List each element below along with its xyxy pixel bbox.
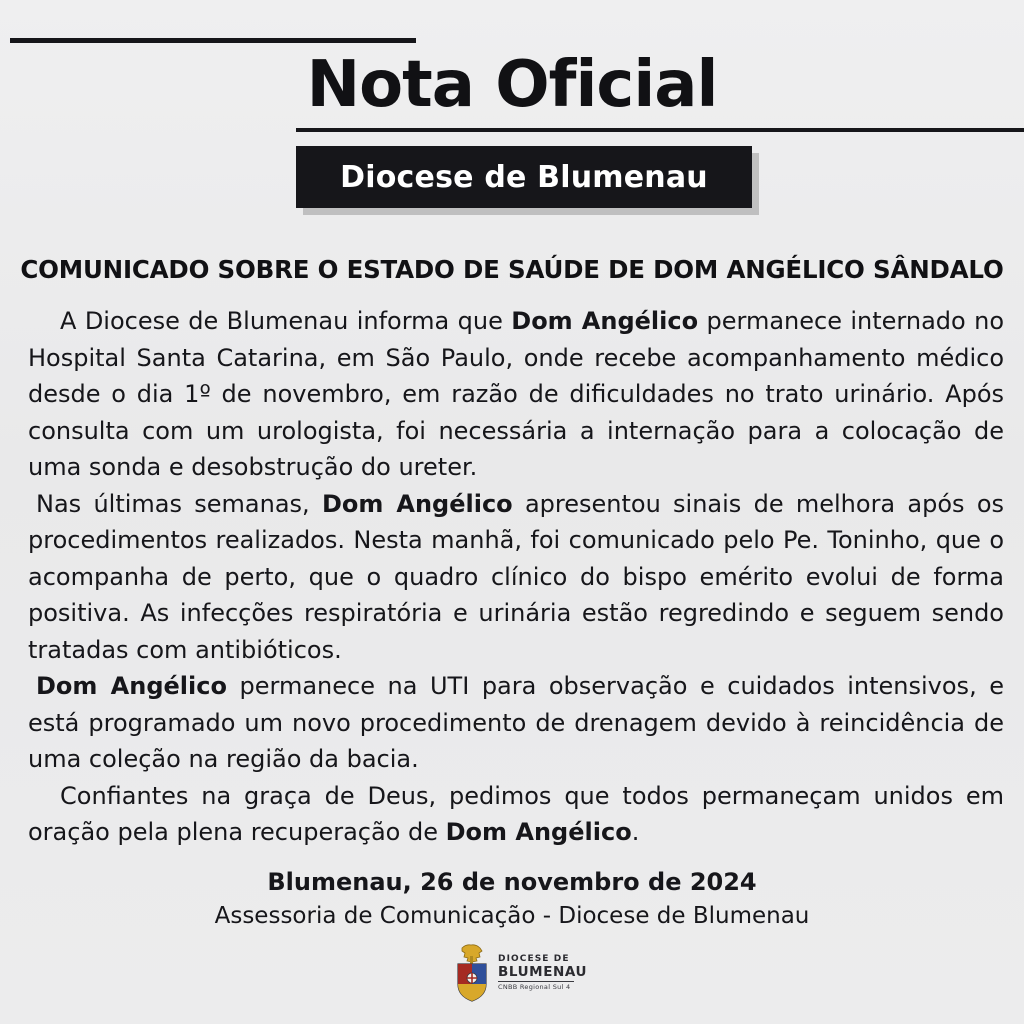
diocese-badge-label: Diocese de Blumenau: [340, 159, 708, 195]
diocese-logo: [448, 938, 588, 1010]
emphasis-text: Dom Angélico: [511, 307, 699, 335]
footer-block: [0, 868, 1024, 929]
diocese-badge: [296, 146, 752, 208]
logo-wordmark: [498, 954, 588, 992]
title-underline-decoration: [296, 128, 1024, 132]
emphasis-text: Dom Angélico: [445, 818, 632, 846]
emphasis-text: Dom Angélico: [321, 489, 513, 518]
text-run: apresentou sinais de melhora após os procedimentos realizados. Nesta manhã, foi comunicado pelo Pe. Toninho, que o acompanha de perto, que o quadro clínico do bispo emérito evolui de forma positiva. As infecções respiratória e urinária estão regredindo e seguem sendo tratadas com antibióticos.: [28, 489, 1005, 664]
page-title: Nota Oficial: [306, 48, 718, 122]
text-run: Nas últimas semanas,: [36, 489, 322, 518]
issuing-department: Assessoria de Comunicação - Diocese de Blumenau: [214, 903, 810, 929]
coat-of-arms-icon: [452, 942, 492, 1002]
text-run: .: [631, 818, 640, 846]
top-rule-decoration: [10, 38, 416, 43]
title-block: [0, 48, 1024, 122]
paragraph-4: [28, 778, 1004, 851]
text-run: permanece na UTI para observação e cuidados intensivos, e está programado um novo procedimento de drenagem devido à reincidência de uma coleção na região da bacia.: [28, 672, 1004, 773]
place-and-date: Blumenau, 26 de novembro de 2024: [267, 868, 757, 896]
communication-heading: COMUNICADO SOBRE O ESTADO DE SAÚDE DE DOM ANGÉLICO SÂNDALO: [20, 255, 1004, 284]
logo-line-3: CNBB Regional Sul 4: [498, 983, 571, 991]
emphasis-text: Dom Angélico: [36, 672, 227, 700]
text-run: A Diocese de Blumenau informa que: [60, 307, 512, 335]
paragraph-2: [28, 486, 1004, 669]
logo-divider: [498, 981, 574, 982]
text-run: permanece internado no Hospital Santa Catarina, em São Paulo, onde recebe acompanhamento médico desde o dia 1º de novembro, em razão de dificuldades no trato urinário. Após consulta com um urologista, foi necessária a internação para a colocação de uma sonda e desobstrução do ureter.: [28, 307, 1005, 481]
paragraph-1: [28, 303, 1004, 486]
logo-line-1: DIOCESE DE: [498, 954, 570, 964]
body-text: [28, 303, 1004, 851]
logo-line-2: BLUMENAU: [498, 964, 588, 980]
text-run: Confiantes na graça de Deus, pedimos que todos permaneçam unidos em oração pela plena recuperação de: [28, 781, 1004, 846]
paragraph-3: [28, 668, 1004, 778]
